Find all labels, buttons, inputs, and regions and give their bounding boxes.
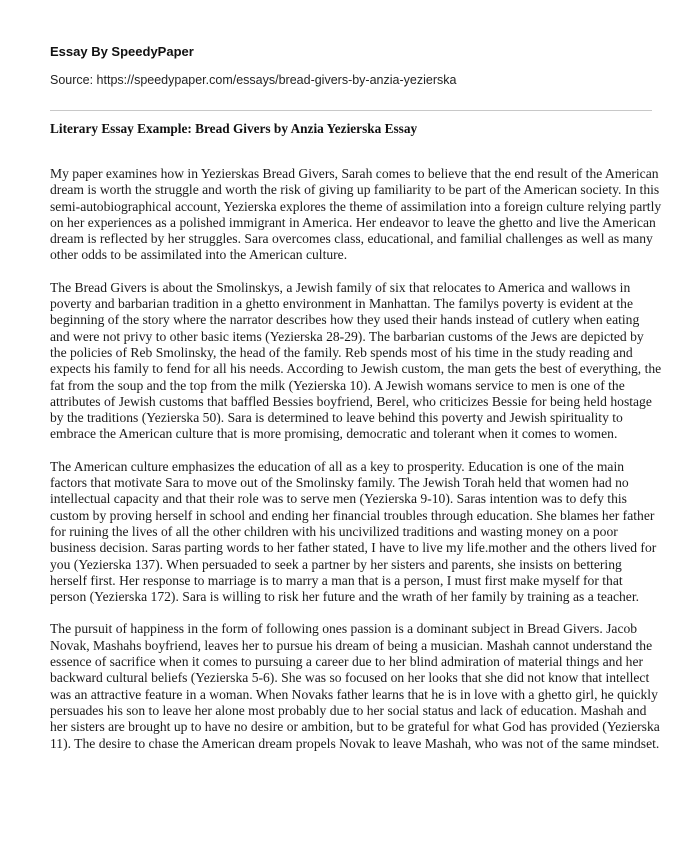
header-divider — [50, 110, 652, 111]
essay-body — [50, 166, 662, 768]
essay-title: Literary Essay Example: Bread Givers by Anzia Yezierska Essay — [50, 121, 418, 136]
source-line: Source: https://speedypaper.com/essays/bread-givers-by-anzia-yezierska — [50, 73, 457, 87]
paragraph-3: The American culture emphasizes the education of all as a key to prosperity. Education is one of the main factors that motivate Sara to move out of the Smolinsky family. The Jewish Torah held that women had no intellectual capacity and that their role was to serve men (Yezierska 9-10). Saras intention was to defy this custom by proving herself in school and ending her financial troubles through education. She blames her father for ruining the lives of all the other children with his uncivilized traditions and wasting money on a poor business decision. Saras parting words to her father stated, I have to live my life.mother and the others lived for you (Yezierska 137). When persuaded to seek a partner by her sisters and parents, she insists on bettering herself first. Her response to marriage is to marry a man that is a person, I must first make myself for that person (Yezierska 172). Sara is willing to risk her future and the wrath of her family by training as a teacher. — [50, 458, 657, 605]
paragraph-2: The Bread Givers is about the Smolinskys, a Jewish family of six that relocates to America and wallows in poverty and barbarian tradition in a ghetto environment in Manhattan. The familys poverty is evident at the beginning of the story where the narrator describes how they used their hands instead of cutlery when eating and were not privy to other basic items (Yezierska 28-29). The barbarian customs of the Jews are depicted by the policies of Reb Smolinsky, the head of the family. Reb spends most of his time in the study reading and expects his family to fend for all his needs. According to Jewish custom, the man gets the best of everything, the fat from the soup and the top from the milk (Yezierska 10). A Jewish womans service to men is one of the attributes of Jewish customs that baffled Bessies boyfriend, Berel, who criticizes Bessie for being held hostage by the traditions (Yezierska 50). Sara is determined to leave behind this poverty and Jewish spirituality to embrace the American culture that is more promising, democratic and tolerant when it comes to women. — [50, 279, 662, 442]
brand-header: Essay By SpeedyPaper — [50, 44, 194, 59]
paragraph-4: The pursuit of happiness in the form of following ones passion is a dominant subject in Bread Givers. Jacob Novak, Mashahs boyfriend, leaves her to pursue his dream of being a musician. Mashah cannot understand the essence of sacrifice when it comes to pursuing a career due to her blind admiration of material things and her backward cultural beliefs (Yezierska 5-6). She was so focused on her looks that she did not know that intellect was an attractive feature in a woman. When Novaks father learns that he is in love with a ghetto girl, he quickly persuades his son to leave her alone most probably due to her social status and lack of education. Mashah and her sisters are brought up to have no desire or ambition, but to be grateful for what God has provided (Yezierska 11). The desire to chase the American dream propels Novak to leave Mashah, who was not of the same mindset. — [50, 621, 660, 751]
paragraph-1: My paper examines how in Yezierskas Bread Givers, Sarah comes to believe that the end result of the American dream is worth the struggle and worth the risk of giving up familiarity to be part of the American society. In this semi-autobiographical account, Yezierska explores the theme of assimilation into a foreign culture relying partly on her experiences as a polished immigrant in America. Her endeavor to leave the ghetto and live the American dream is reflected by her struggles. Sara overcomes class, educational, and familial challenges as well as many other odds to be assimilated into the American culture. — [50, 166, 662, 263]
